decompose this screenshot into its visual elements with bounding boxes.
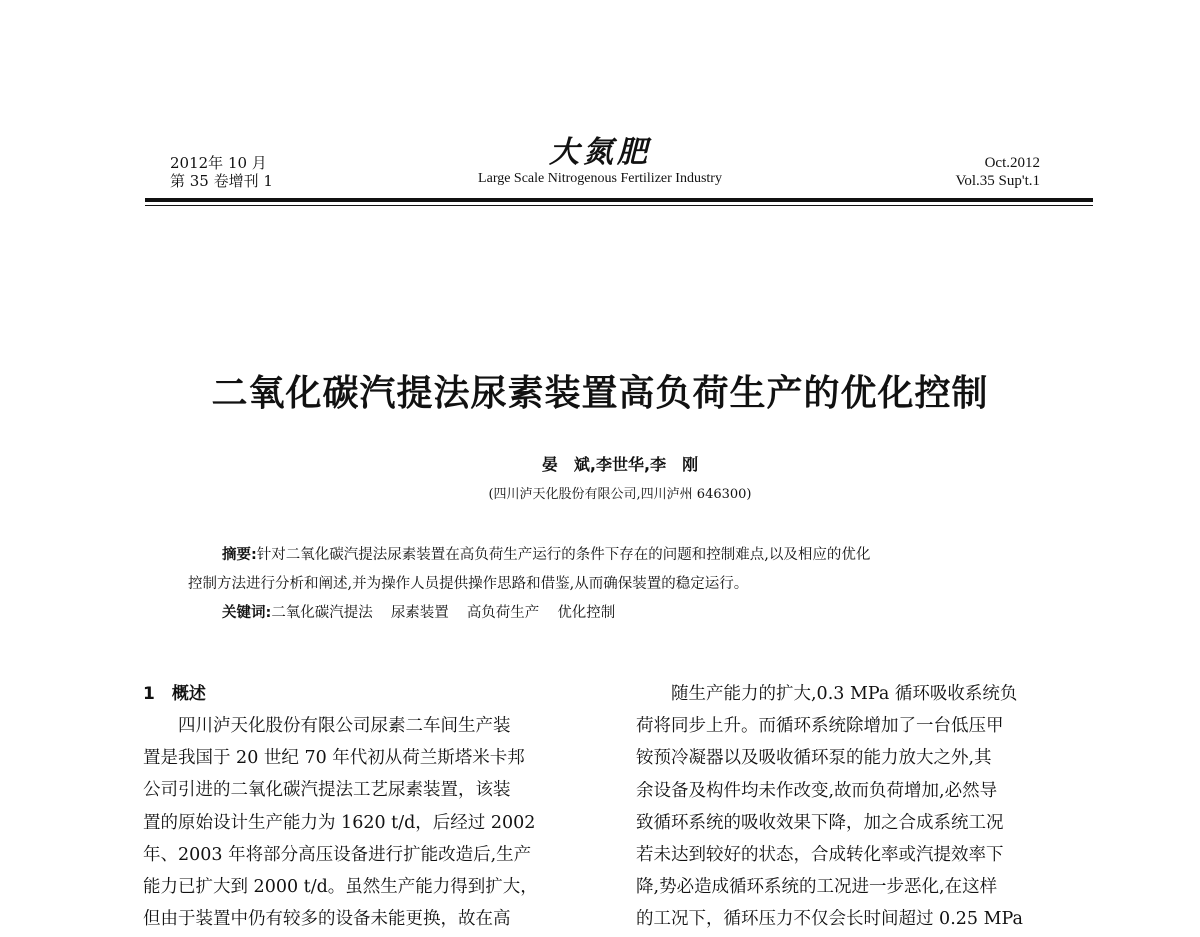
abstract (188, 541, 1058, 599)
keyword: 尿素装置 (390, 605, 449, 621)
body-column-left (143, 678, 601, 935)
abstract-text-1: 针对二氧化碳汽提法尿素装置在高负荷生产运行的条件下存在的问题和控制难点,以及相应的优化 (256, 547, 871, 563)
abstract-label: 摘要: (222, 547, 257, 563)
body-line: 致循环系统的吸收效果下降，加之合成系统工况 (636, 812, 1004, 833)
body-line: 置的原始设计生产能力为 1620 t/d，后经过 2002 (143, 812, 536, 833)
body-line: 的工况下，循环压力不仅会长时间超过 0.25 MPa (636, 909, 1023, 930)
body-line: 年、2003 年将部分高压设备进行扩能改造后,生产 (143, 844, 532, 865)
keywords-label: 关键词: (222, 605, 272, 621)
header-rule-thick (145, 198, 1093, 202)
body-line: 置是我国于 20 世纪 70 年代初从荷兰斯塔米卡邦 (143, 748, 525, 769)
keyword: 二氧化碳汽提法 (271, 605, 373, 621)
article-title: 二氧化碳汽提法尿素装置高负荷生产的优化控制 (211, 373, 989, 414)
body-column-right (636, 678, 1092, 936)
body-line: 四川泸天化股份有限公司尿素二车间生产装 (178, 716, 511, 736)
abstract-line-1 (188, 541, 1058, 570)
header-left (170, 154, 273, 190)
abstract-line-2: 控制方法进行分析和阐述,并为操作人员提供操作思路和借鉴,从而确保装置的稳定运行。 (188, 576, 749, 592)
issue-date-cn: 2012年 10 月 (170, 154, 267, 172)
section-heading: 1 概述 (143, 684, 206, 704)
body-line: 荷将同步上升。而循环系统除增加了一台低压甲 (636, 716, 1004, 737)
body-line: 随生产能力的扩大,0.3 MPa 循环吸收系统负 (671, 684, 1018, 704)
keyword: 优化控制 (557, 605, 616, 621)
header-rule-thin (145, 205, 1093, 206)
body-line: 降,势必造成循环系统的工况进一步恶化,在这样 (636, 877, 998, 898)
body-line: 公司引进的二氧化碳汽提法工艺尿素装置，该装 (143, 780, 511, 801)
keyword: 高负荷生产 (466, 605, 540, 621)
body-line: 余设备及构件均未作改变,故而负荷增加,必然导 (636, 780, 998, 801)
volume-en: Vol.35 Sup't.1 (955, 173, 1040, 189)
journal-masthead (420, 136, 780, 188)
keywords (222, 599, 633, 628)
author-affiliation: (四川泸天化股份有限公司,四川泸州 646300) (488, 487, 752, 502)
body-line: 能力已扩大到 2000 t/d。虽然生产能力得到扩大， (143, 877, 538, 898)
issue-date-en: Oct.2012 (984, 155, 1040, 171)
body-line: 但由于装置中仍有较多的设备未能更换，故在高 (143, 909, 511, 930)
body-line: 铵预冷凝器以及吸收循环泵的能力放大之外,其 (636, 748, 992, 769)
body-line: 若未达到较好的状态，合成转化率或汽提效率下 (636, 845, 1004, 866)
journal-logo: 大氮肥 (549, 135, 651, 170)
article-authors: 晏 斌,李世华,李 刚 (541, 455, 699, 474)
volume-cn: 第 35 卷增刊 1 (170, 172, 273, 190)
journal-name-en: Large Scale Nitrogenous Fertilizer Industry (478, 171, 722, 186)
header-right (955, 154, 1040, 190)
